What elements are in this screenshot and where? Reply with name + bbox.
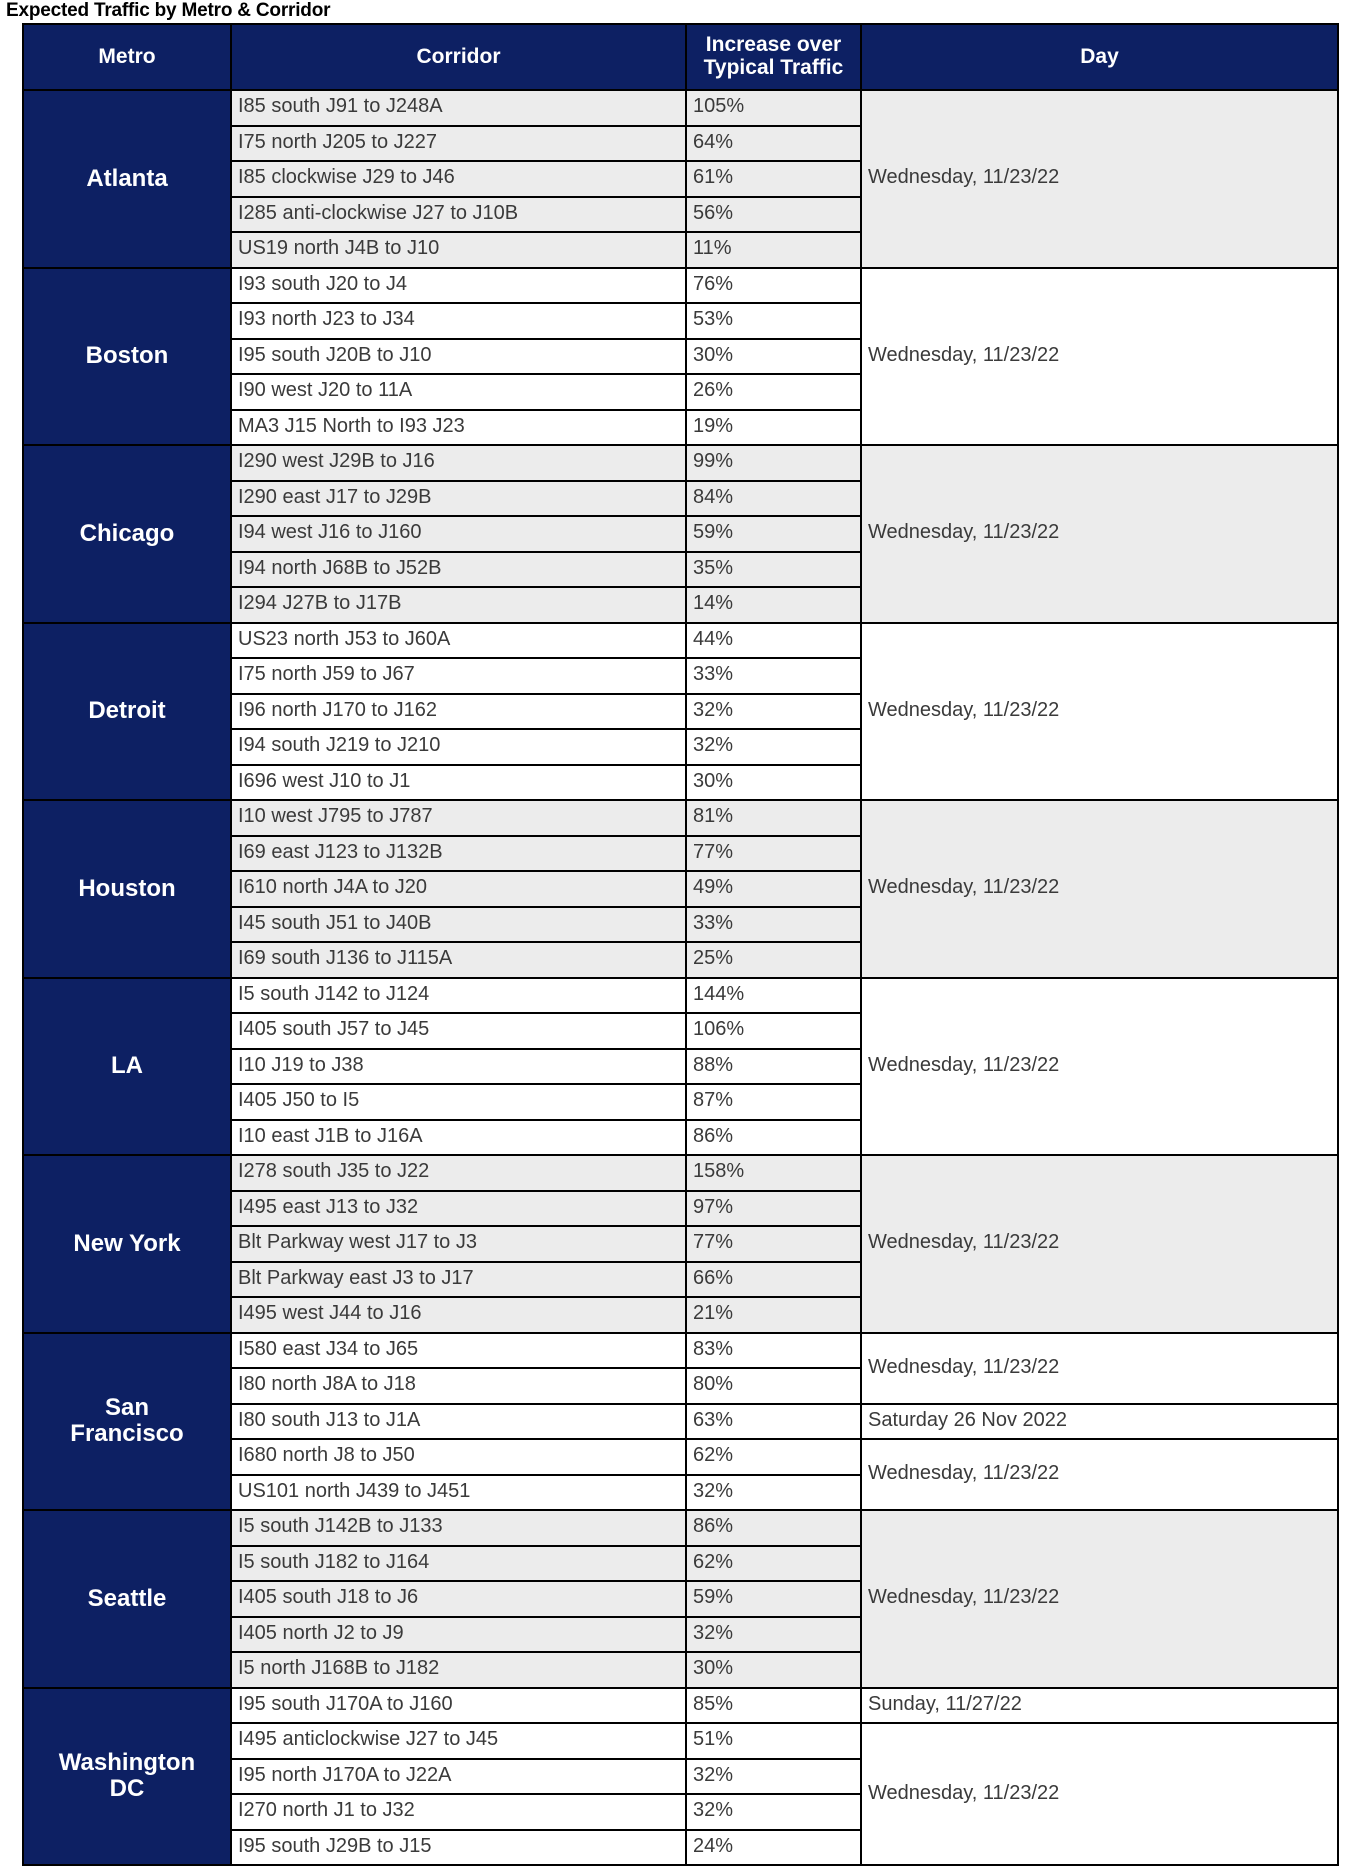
corridor-cell: I5 south J142 to J124 bbox=[231, 978, 686, 1014]
increase-cell: 32% bbox=[686, 1759, 861, 1795]
day-cell: Saturday 26 Nov 2022 bbox=[861, 1404, 1338, 1440]
corridor-cell: I94 south J219 to J210 bbox=[231, 729, 686, 765]
increase-cell: 97% bbox=[686, 1191, 861, 1227]
increase-cell: 32% bbox=[686, 1617, 861, 1653]
corridor-cell: I94 north J68B to J52B bbox=[231, 552, 686, 588]
corridor-cell: I10 east J1B to J16A bbox=[231, 1120, 686, 1156]
increase-cell: 76% bbox=[686, 268, 861, 304]
increase-cell: 158% bbox=[686, 1155, 861, 1191]
corridor-cell: US19 north J4B to J10 bbox=[231, 232, 686, 268]
table-container bbox=[0, 23, 1361, 1866]
corridor-cell: I85 south J91 to J248A bbox=[231, 90, 686, 126]
corridor-cell: I95 south J20B to J10 bbox=[231, 339, 686, 375]
increase-cell: 77% bbox=[686, 1226, 861, 1262]
corridor-cell: I94 west J16 to J160 bbox=[231, 516, 686, 552]
day-cell: Wednesday, 11/23/22 bbox=[861, 90, 1338, 268]
increase-cell: 62% bbox=[686, 1546, 861, 1582]
metro-cell: Chicago bbox=[23, 445, 231, 623]
metro-label-line1: Washington bbox=[58, 1748, 196, 1776]
corridor-cell: I285 anti-clockwise J27 to J10B bbox=[231, 197, 686, 233]
table-row bbox=[23, 268, 1338, 304]
corridor-cell: I75 north J205 to J227 bbox=[231, 126, 686, 162]
day-cell: Wednesday, 11/23/22 bbox=[861, 978, 1338, 1156]
increase-cell: 25% bbox=[686, 942, 861, 978]
increase-cell: 32% bbox=[686, 1475, 861, 1511]
metro-cell: Detroit bbox=[23, 623, 231, 801]
table-header bbox=[23, 24, 1338, 90]
corridor-cell: I85 clockwise J29 to J46 bbox=[231, 161, 686, 197]
increase-cell: 44% bbox=[686, 623, 861, 659]
corridor-cell: I495 west J44 to J16 bbox=[231, 1297, 686, 1333]
corridor-cell: I10 west J795 to J787 bbox=[231, 800, 686, 836]
metro-cell: Boston bbox=[23, 268, 231, 446]
column-header-day: Day bbox=[861, 24, 1338, 90]
metro-label-line2: Francisco bbox=[70, 1420, 184, 1448]
corridor-cell: I93 north J23 to J34 bbox=[231, 303, 686, 339]
increase-cell: 56% bbox=[686, 197, 861, 233]
increase-cell: 84% bbox=[686, 481, 861, 517]
table-row bbox=[23, 1510, 1338, 1546]
corridor-cell: I610 north J4A to J20 bbox=[231, 871, 686, 907]
increase-cell: 81% bbox=[686, 800, 861, 836]
table-row bbox=[23, 1333, 1338, 1369]
increase-cell: 62% bbox=[686, 1439, 861, 1475]
table-row bbox=[23, 800, 1338, 836]
corridor-cell: I5 north J168B to J182 bbox=[231, 1652, 686, 1688]
increase-cell: 24% bbox=[686, 1830, 861, 1866]
table-row bbox=[23, 445, 1338, 481]
day-cell: Wednesday, 11/23/22 bbox=[861, 1510, 1338, 1688]
increase-cell: 83% bbox=[686, 1333, 861, 1369]
increase-cell: 59% bbox=[686, 1581, 861, 1617]
increase-cell: 66% bbox=[686, 1262, 861, 1298]
increase-cell: 99% bbox=[686, 445, 861, 481]
corridor-cell: I10 J19 to J38 bbox=[231, 1049, 686, 1085]
increase-cell: 11% bbox=[686, 232, 861, 268]
corridor-cell: US101 north J439 to J451 bbox=[231, 1475, 686, 1511]
corridor-cell: I95 north J170A to J22A bbox=[231, 1759, 686, 1795]
corridor-cell: I5 south J182 to J164 bbox=[231, 1546, 686, 1582]
corridor-cell: I495 anticlockwise J27 to J45 bbox=[231, 1723, 686, 1759]
metro-cell: New York bbox=[23, 1155, 231, 1333]
increase-cell: 30% bbox=[686, 765, 861, 801]
day-cell: Wednesday, 11/23/22 bbox=[861, 1723, 1338, 1865]
increase-cell: 106% bbox=[686, 1013, 861, 1049]
increase-cell: 77% bbox=[686, 836, 861, 872]
corridor-cell: I294 J27B to J17B bbox=[231, 587, 686, 623]
corridor-cell: I405 north J2 to J9 bbox=[231, 1617, 686, 1653]
increase-cell: 51% bbox=[686, 1723, 861, 1759]
corridor-cell: I405 south J57 to J45 bbox=[231, 1013, 686, 1049]
corridor-cell: I290 west J29B to J16 bbox=[231, 445, 686, 481]
column-header-metro: Metro bbox=[23, 24, 231, 90]
corridor-cell: I95 south J170A to J160 bbox=[231, 1688, 686, 1724]
corridor-cell: I69 east J123 to J132B bbox=[231, 836, 686, 872]
table-row bbox=[23, 1155, 1338, 1191]
increase-cell: 49% bbox=[686, 871, 861, 907]
corridor-cell: I680 north J8 to J50 bbox=[231, 1439, 686, 1475]
corridor-cell: I495 east J13 to J32 bbox=[231, 1191, 686, 1227]
increase-cell: 26% bbox=[686, 374, 861, 410]
day-cell: Wednesday, 11/23/22 bbox=[861, 1333, 1338, 1404]
day-cell: Wednesday, 11/23/22 bbox=[861, 1155, 1338, 1333]
increase-cell: 33% bbox=[686, 907, 861, 943]
corridor-cell: I290 east J17 to J29B bbox=[231, 481, 686, 517]
corridor-cell: US23 north J53 to J60A bbox=[231, 623, 686, 659]
metro-label-line2: DC bbox=[109, 1775, 145, 1803]
increase-cell: 32% bbox=[686, 694, 861, 730]
increase-cell: 14% bbox=[686, 587, 861, 623]
increase-cell: 19% bbox=[686, 410, 861, 446]
table-header-row bbox=[23, 24, 1338, 90]
increase-cell: 32% bbox=[686, 729, 861, 765]
increase-cell: 33% bbox=[686, 658, 861, 694]
day-cell: Wednesday, 11/23/22 bbox=[861, 800, 1338, 978]
table-row bbox=[23, 1688, 1338, 1724]
metro-cell bbox=[23, 1688, 231, 1866]
increase-cell: 88% bbox=[686, 1049, 861, 1085]
day-cell: Wednesday, 11/23/22 bbox=[861, 268, 1338, 446]
increase-cell: 86% bbox=[686, 1510, 861, 1546]
corridor-cell: I69 south J136 to J115A bbox=[231, 942, 686, 978]
increase-cell: 144% bbox=[686, 978, 861, 1014]
metro-cell: Houston bbox=[23, 800, 231, 978]
table-body bbox=[23, 90, 1338, 1865]
corridor-cell: I278 south J35 to J22 bbox=[231, 1155, 686, 1191]
corridor-cell: I405 J50 to I5 bbox=[231, 1084, 686, 1120]
increase-cell: 64% bbox=[686, 126, 861, 162]
column-header-increase bbox=[686, 24, 861, 90]
corridor-cell: MA3 J15 North to I93 J23 bbox=[231, 410, 686, 446]
metro-label-line1: San bbox=[104, 1393, 149, 1421]
increase-cell: 53% bbox=[686, 303, 861, 339]
increase-cell: 30% bbox=[686, 339, 861, 375]
corridor-cell: I696 west J10 to J1 bbox=[231, 765, 686, 801]
corridor-cell: I90 west J20 to 11A bbox=[231, 374, 686, 410]
day-cell: Sunday, 11/27/22 bbox=[861, 1688, 1338, 1724]
corridor-cell: I5 south J142B to J133 bbox=[231, 1510, 686, 1546]
metro-cell: Seattle bbox=[23, 1510, 231, 1688]
increase-cell: 85% bbox=[686, 1688, 861, 1724]
metro-cell: LA bbox=[23, 978, 231, 1156]
metro-cell bbox=[23, 1333, 231, 1511]
expected-traffic-table bbox=[22, 23, 1339, 1866]
increase-cell: 32% bbox=[686, 1794, 861, 1830]
table-row bbox=[23, 623, 1338, 659]
increase-cell: 30% bbox=[686, 1652, 861, 1688]
page-title: Expected Traffic by Metro & Corridor bbox=[6, 0, 331, 21]
increase-cell: 35% bbox=[686, 552, 861, 588]
column-header-corridor: Corridor bbox=[231, 24, 686, 90]
corridor-cell: I405 south J18 to J6 bbox=[231, 1581, 686, 1617]
corridor-cell: Blt Parkway east J3 to J17 bbox=[231, 1262, 686, 1298]
increase-cell: 63% bbox=[686, 1404, 861, 1440]
corridor-cell: Blt Parkway west J17 to J3 bbox=[231, 1226, 686, 1262]
corridor-cell: I45 south J51 to J40B bbox=[231, 907, 686, 943]
corridor-cell: I270 north J1 to J32 bbox=[231, 1794, 686, 1830]
increase-cell: 21% bbox=[686, 1297, 861, 1333]
corridor-cell: I93 south J20 to J4 bbox=[231, 268, 686, 304]
day-cell: Wednesday, 11/23/22 bbox=[861, 623, 1338, 801]
corridor-cell: I80 north J8A to J18 bbox=[231, 1368, 686, 1404]
day-cell: Wednesday, 11/23/22 bbox=[861, 1439, 1338, 1510]
corridor-cell: I75 north J59 to J67 bbox=[231, 658, 686, 694]
increase-cell: 87% bbox=[686, 1084, 861, 1120]
corridor-cell: I95 south J29B to J15 bbox=[231, 1830, 686, 1866]
column-header-increase-line2: Typical Traffic bbox=[703, 56, 844, 79]
increase-cell: 61% bbox=[686, 161, 861, 197]
table-row bbox=[23, 978, 1338, 1014]
metro-cell: Atlanta bbox=[23, 90, 231, 268]
table-row bbox=[23, 90, 1338, 126]
increase-cell: 105% bbox=[686, 90, 861, 126]
corridor-cell: I580 east J34 to J65 bbox=[231, 1333, 686, 1369]
corridor-cell: I80 south J13 to J1A bbox=[231, 1404, 686, 1440]
increase-cell: 59% bbox=[686, 516, 861, 552]
increase-cell: 86% bbox=[686, 1120, 861, 1156]
column-header-increase-line1: Increase over bbox=[705, 33, 842, 57]
day-cell: Wednesday, 11/23/22 bbox=[861, 445, 1338, 623]
corridor-cell: I96 north J170 to J162 bbox=[231, 694, 686, 730]
increase-cell: 80% bbox=[686, 1368, 861, 1404]
